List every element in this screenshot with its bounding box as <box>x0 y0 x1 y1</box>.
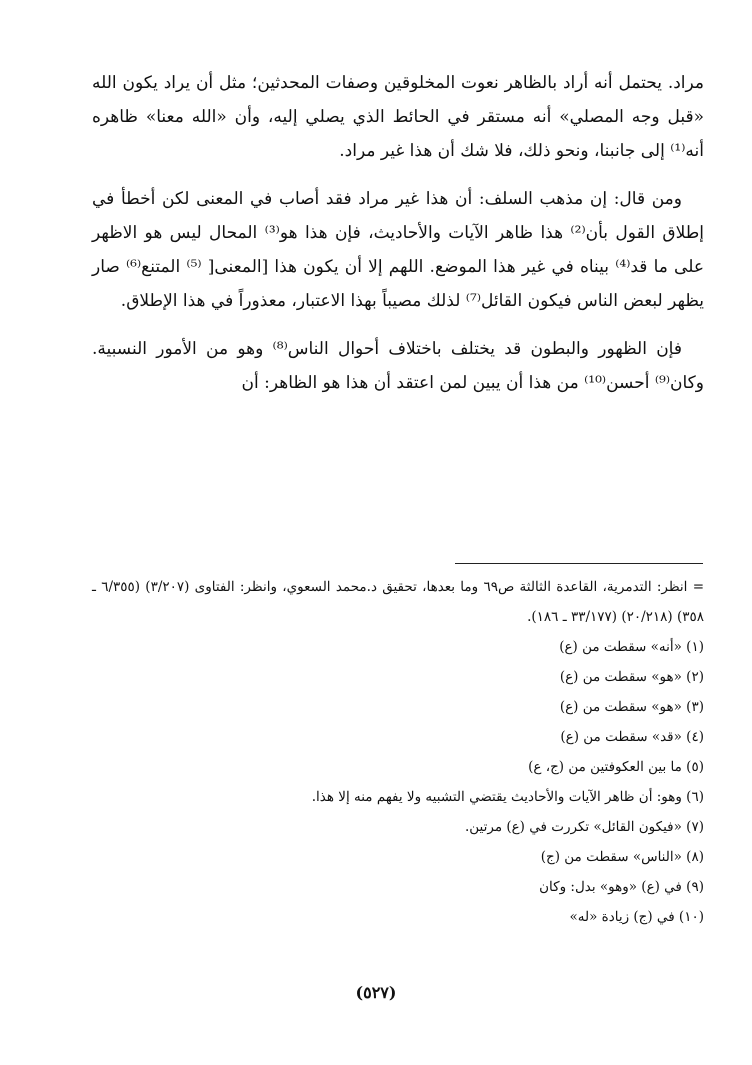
paragraph-1: مراد. يحتمل أنه أراد بالظاهر نعوت المخلوقين وصفات المحدثين؛ مثل أن يراد يكون الله «قبل وجه المصلي» أنه مستقر في الحائط الذي يصلي إليه، وأن «الله معنا» ظاهره أنه⁽¹⁾ إلى جانبنا، ونحو ذلك، فلا شك أن هذا غير مراد. <box>92 73 704 161</box>
footnote-6: (٦) وهو: أن ظاهر الآيات والأحاديث يقتضي التشبيه ولا يفهم منه إلا هذا. <box>311 789 704 805</box>
footnote-continuation: = انظر: التدمرية، القاعدة الثالثة ص٦٩ وما بعدها، تحقيق د.محمد السعوي، وانظر: الفتاوى (٣/٢٠٧) (٦/٣٥٥ ـ ٣٥٨) (٢٠/٢١٨) (٣٣/١٧٧ ـ ١٨٦). <box>92 579 705 625</box>
footnotes <box>92 572 704 932</box>
footnote-1: (١) «أنه» سقطت من (ع) <box>559 639 704 655</box>
footnote-7: (٧) «فيكون القائل» تكررت في (ع) مرتين. <box>464 819 704 835</box>
footnote-10: (١٠) في (ج) زيادة «له» <box>569 909 704 925</box>
footnote-separator <box>455 563 703 564</box>
footnote-8: (٨) «الناس» سقطت من (ج) <box>540 849 704 865</box>
main-text <box>92 66 704 414</box>
footnote-2: (٢) «هو» سقطت من (ع) <box>559 669 704 685</box>
footnote-4: (٤) «قد» سقطت من (ع) <box>560 729 704 745</box>
footnote-3: (٣) «هو» سقطت من (ع) <box>559 699 704 715</box>
footnote-5: (٥) ما بين العكوفتين من (ج، ع) <box>528 759 704 775</box>
paragraph-2: ومن قال: إن مذهب السلف: أن هذا غير مراد فقد أصاب في المعنى لكن أخطأ في إطلاق القول بأن⁽²⁾ هذا ظاهر الآيات والأحاديث، فإن هذا هو⁽³⁾ المحال ليس هو الاظهر على ما قد⁽⁴⁾ بيناه في غير هذا الموضع. اللهم إلا أن يكون هذا [المعنى[ ⁽⁵⁾ المتنع⁽⁶⁾ صار يظهر لبعض الناس فيكون القائل⁽⁷⁾ لذلك مصيباً بهذا الاعتبار، معذوراً في هذا الإطلاق. <box>92 189 705 311</box>
paragraph-3: فإن الظهور والبطون قد يختلف باختلاف أحوال الناس⁽⁸⁾ وهو من الأمور النسبية. وكان⁽⁹⁾ أحسن⁽¹⁰⁾ من هذا أن يبين لمن اعتقد أن هذا هو الظاهر: أن <box>92 339 704 393</box>
footnote-9: (٩) في (ع) «وهو» بدل: وكان <box>539 879 704 895</box>
footnote-list <box>92 632 704 932</box>
page-number: (٥٢٧) <box>355 983 397 1002</box>
